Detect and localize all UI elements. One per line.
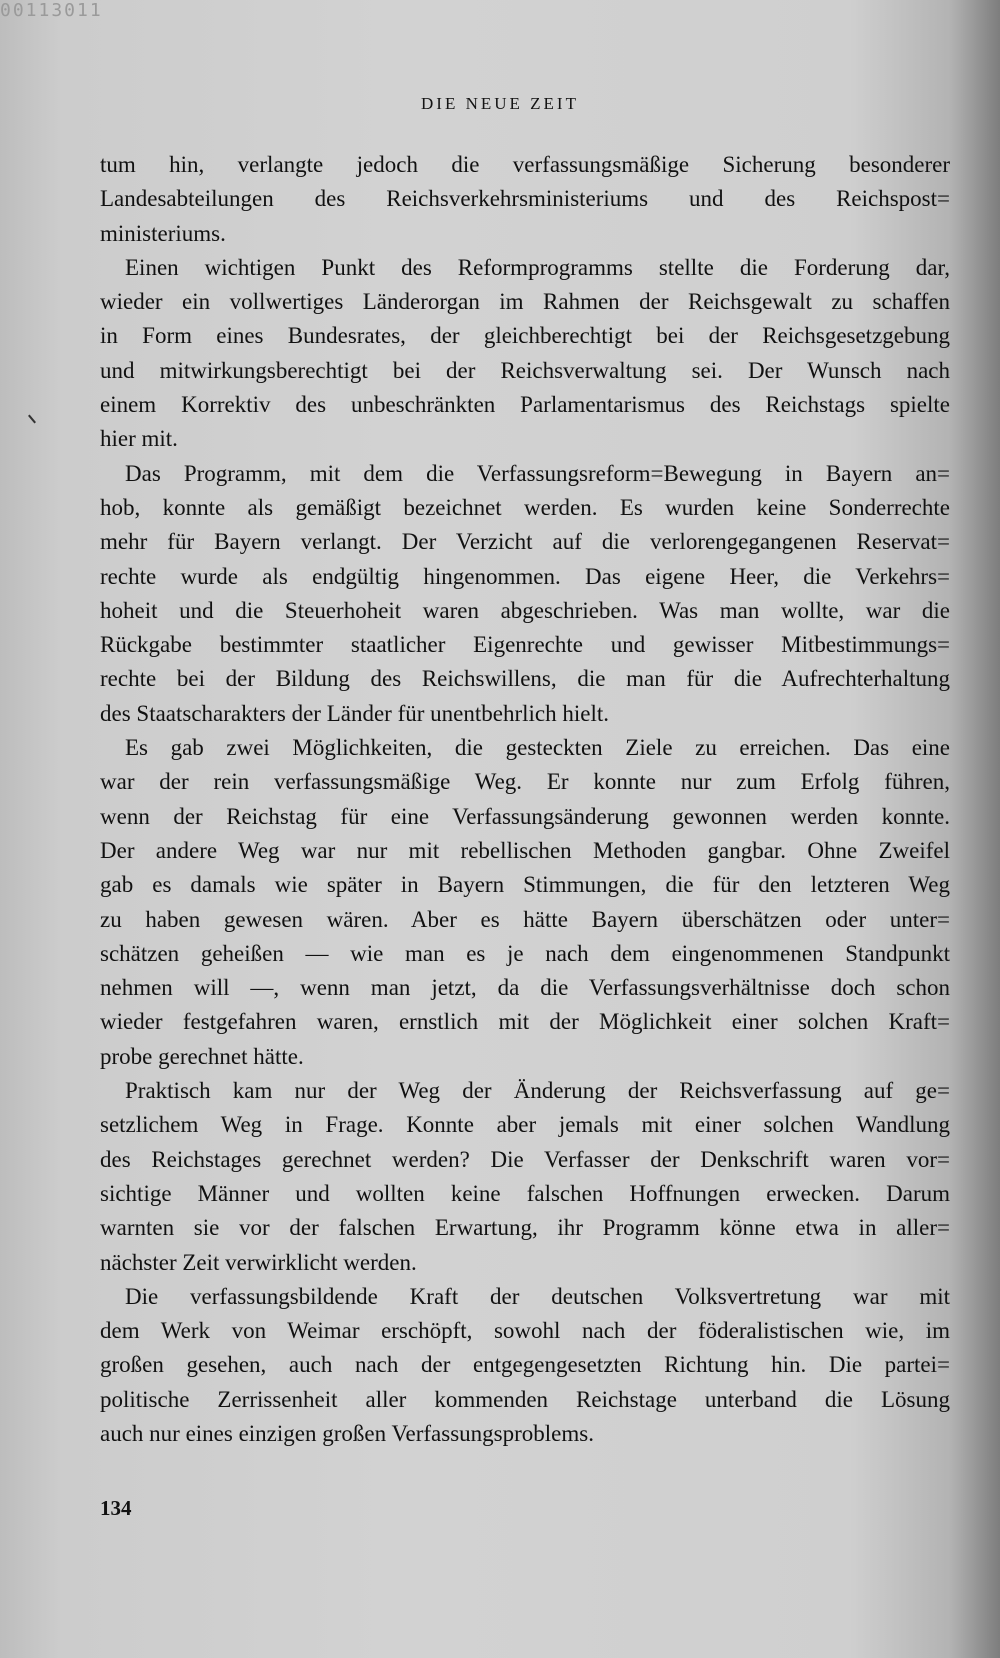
text-line: nehmen will —, wenn man jetzt, da die Verfassungsverhältnisse doch schon — [100, 975, 950, 1001]
text-line: wieder festgefahren waren, ernstlich mit der Möglichkeit einer solchen Kraft= — [100, 1009, 950, 1035]
text-line: Das Programm, mit dem die Verfassungsreform=Bewegung in Bayern an= — [125, 460, 950, 486]
scan-mark: 00113011 — [0, 0, 103, 21]
text-line: hob, konnte als gemäßigt bezeichnet werden. Es wurden keine Sonderrechte — [100, 494, 950, 520]
text-line: rechte bei der Bildung des Reichswillens, die man für die Aufrechterhaltung — [100, 666, 950, 692]
text-line: Der andere Weg war nur mit rebellischen Methoden gangbar. Ohne Zweifel — [100, 837, 950, 863]
text-line: wenn der Reichstag für eine Verfassungsänderung gewonnen werden konnte. — [100, 803, 950, 829]
text-line: in Form eines Bundesrates, der gleichberechtigt bei der Reichsgesetzgebung — [100, 323, 950, 349]
text-line: mehr für Bayern verlangt. Der Verzicht auf die verlorengegangenen Reservat= — [100, 529, 950, 555]
text-line: Rückgabe bestimmter staatlicher Eigenrechte und gewisser Mitbestimmungs= — [100, 632, 950, 658]
text-line: setzlichem Weg in Frage. Konnte aber jemals mit einer solchen Wandlung — [100, 1112, 950, 1138]
page-number: 134 — [100, 1496, 132, 1520]
text-line: probe gerechnet hätte. — [100, 1043, 304, 1069]
text-line: und mitwirkungsberechtigt bei der Reichsverwaltung sei. Der Wunsch nach — [100, 357, 950, 383]
text-line: hier mit. — [100, 426, 178, 452]
text-line: wieder ein vollwertiges Länderorgan im Rahmen der Reichsgewalt zu schaffen — [100, 289, 950, 315]
text-line: rechte wurde als endgültig hingenommen. Das eigene Heer, die Verkehrs= — [100, 563, 950, 589]
text-line: war der rein verfassungsmäßige Weg. Er konnte nur zum Erfolg führen, — [100, 769, 950, 795]
text-line: politische Zerrissenheit aller kommenden Reichstage unterband die Lösung — [100, 1386, 950, 1412]
margin-mark — [28, 415, 36, 424]
text-line: Landesabteilungen des Reichsverkehrsministeriums und des Reichspost= — [100, 186, 950, 212]
text-line: auch nur eines einzigen großen Verfassungsproblems. — [100, 1420, 594, 1446]
text-line: dem Werk von Weimar erschöpft, sowohl nach der föderalistischen wie, im — [100, 1318, 950, 1344]
text-line: tum hin, verlangte jedoch die verfassungsmäßige Sicherung besonderer — [100, 152, 950, 177]
text-line: warnten sie vor der falschen Erwartung, ihr Programm könne etwa in aller= — [100, 1215, 950, 1241]
text-line: Einen wichtigen Punkt des Reformprogramms stellte die Forderung dar, — [125, 254, 950, 280]
text-line: zu haben gewesen wären. Aber es hätte Bayern überschätzen oder unter= — [100, 906, 950, 932]
text-line: ministeriums. — [100, 220, 226, 246]
text-line: Die verfassungsbildende Kraft der deutschen Volksvertretung war mit — [125, 1283, 950, 1309]
text-line: schätzen geheißen — wie man es je nach dem eingenommenen Standpunkt — [100, 940, 950, 966]
body-text — [100, 148, 950, 1451]
text-line: großen gesehen, auch nach der entgegengesetzten Richtung hin. Die partei= — [100, 1352, 950, 1378]
text-line: des Staatscharakters der Länder für unentbehrlich hielt. — [100, 700, 609, 726]
text-line: des Reichstages gerechnet werden? Die Verfasser der Denkschrift waren vor= — [100, 1146, 950, 1172]
text-line: sichtige Männer und wollten keine falschen Hoffnungen erwecken. Darum — [100, 1180, 950, 1206]
text-line: nächster Zeit verwirklicht werden. — [100, 1249, 417, 1275]
text-line: Es gab zwei Möglichkeiten, die gesteckten Ziele zu erreichen. Das eine — [125, 735, 950, 761]
text-line: gab es damals wie später in Bayern Stimmungen, die für den letzteren Weg — [100, 872, 950, 898]
running-head: DIE NEUE ZEIT — [421, 94, 579, 113]
text-line: einem Korrektiv des unbeschränkten Parlamentarismus des Reichstags spielte — [100, 392, 950, 418]
text-line: hoheit und die Steuerhoheit waren abgeschrieben. Was man wollte, war die — [100, 597, 950, 623]
text-line: Praktisch kam nur der Weg der Änderung der Reichsverfassung auf ge= — [125, 1078, 950, 1104]
